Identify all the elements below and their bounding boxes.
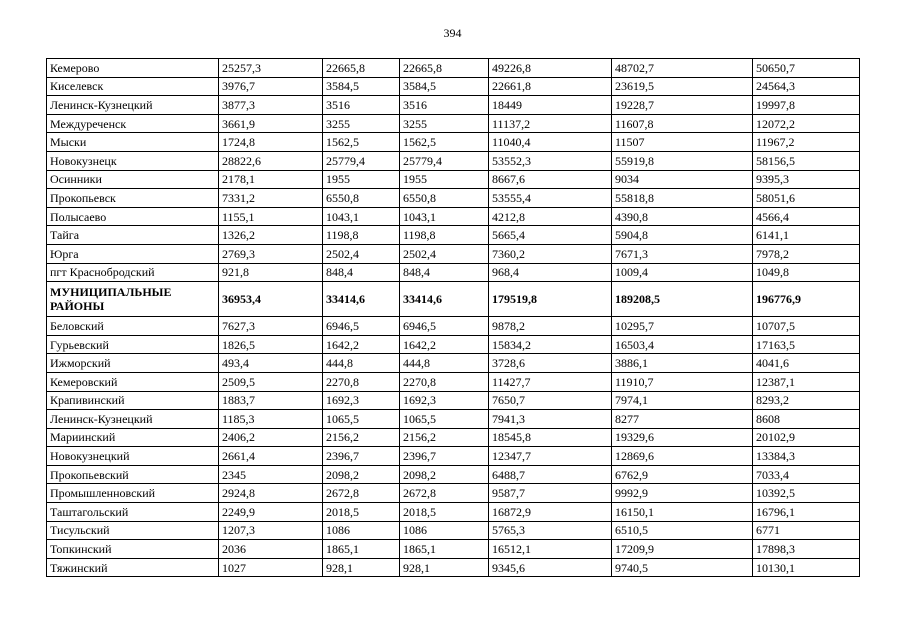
value-cell: 2406,2 xyxy=(219,428,323,447)
row-name-cell: Новокузнецкий xyxy=(47,447,219,466)
value-cell: 11040,4 xyxy=(489,133,612,152)
value-cell: 921,8 xyxy=(219,263,323,282)
table-row xyxy=(47,114,860,133)
value-cell: 16512,1 xyxy=(489,540,612,559)
table-row xyxy=(47,447,860,466)
value-cell: 6550,8 xyxy=(323,189,400,208)
value-cell: 1086 xyxy=(400,521,489,540)
value-cell: 1562,5 xyxy=(323,133,400,152)
value-cell: 8608 xyxy=(753,410,860,429)
value-cell: 848,4 xyxy=(400,263,489,282)
value-cell: 16150,1 xyxy=(612,503,753,522)
value-cell: 2018,5 xyxy=(400,503,489,522)
value-cell: 49226,8 xyxy=(489,59,612,78)
value-cell: 2924,8 xyxy=(219,484,323,503)
value-cell: 17898,3 xyxy=(753,540,860,559)
value-cell: 53552,3 xyxy=(489,151,612,170)
value-cell: 928,1 xyxy=(400,558,489,577)
value-cell: 9992,9 xyxy=(612,484,753,503)
value-cell: 18545,8 xyxy=(489,428,612,447)
table-row xyxy=(47,170,860,189)
value-cell: 2396,7 xyxy=(323,447,400,466)
value-cell: 6762,9 xyxy=(612,465,753,484)
value-cell: 2098,2 xyxy=(400,465,489,484)
table-row xyxy=(47,410,860,429)
value-cell: 3584,5 xyxy=(400,77,489,96)
value-cell: 3255 xyxy=(323,114,400,133)
value-cell: 36953,4 xyxy=(219,282,323,317)
value-cell: 1043,1 xyxy=(323,207,400,226)
value-cell: 25779,4 xyxy=(323,151,400,170)
table-row xyxy=(47,354,860,373)
value-cell: 12347,7 xyxy=(489,447,612,466)
row-name-cell: Прокопьевский xyxy=(47,465,219,484)
value-cell: 12387,1 xyxy=(753,372,860,391)
value-cell: 55919,8 xyxy=(612,151,753,170)
table-row xyxy=(47,317,860,336)
value-cell: 2769,3 xyxy=(219,244,323,263)
value-cell: 3728,6 xyxy=(489,354,612,373)
value-cell: 3976,7 xyxy=(219,77,323,96)
value-cell: 11910,7 xyxy=(612,372,753,391)
table-row xyxy=(47,521,860,540)
value-cell: 3516 xyxy=(323,96,400,115)
value-cell: 5665,4 xyxy=(489,226,612,245)
value-cell: 33414,6 xyxy=(400,282,489,317)
value-cell: 1692,3 xyxy=(323,391,400,410)
value-cell: 17163,5 xyxy=(753,335,860,354)
row-name-cell: Ленинск-Кузнецкий xyxy=(47,410,219,429)
value-cell: 2661,4 xyxy=(219,447,323,466)
value-cell: 1185,3 xyxy=(219,410,323,429)
value-cell: 22665,8 xyxy=(400,59,489,78)
value-cell: 55818,8 xyxy=(612,189,753,208)
value-cell: 196776,9 xyxy=(753,282,860,317)
value-cell: 1955 xyxy=(400,170,489,189)
row-name-cell: Кемеровский xyxy=(47,372,219,391)
value-cell: 848,4 xyxy=(323,263,400,282)
row-name-cell: Новокузнецк xyxy=(47,151,219,170)
value-cell: 2502,4 xyxy=(323,244,400,263)
value-cell: 16796,1 xyxy=(753,503,860,522)
value-cell: 9587,7 xyxy=(489,484,612,503)
value-cell: 1865,1 xyxy=(400,540,489,559)
value-cell: 2270,8 xyxy=(323,372,400,391)
value-cell: 2270,8 xyxy=(400,372,489,391)
value-cell: 2178,1 xyxy=(219,170,323,189)
value-cell: 3877,3 xyxy=(219,96,323,115)
table-row xyxy=(47,59,860,78)
value-cell: 11137,2 xyxy=(489,114,612,133)
value-cell: 1692,3 xyxy=(400,391,489,410)
row-name-cell: Топкинский xyxy=(47,540,219,559)
value-cell: 22665,8 xyxy=(323,59,400,78)
value-cell: 1326,2 xyxy=(219,226,323,245)
value-cell: 1883,7 xyxy=(219,391,323,410)
table-row xyxy=(47,207,860,226)
row-name-cell: Мыски xyxy=(47,133,219,152)
row-name-cell: Осинники xyxy=(47,170,219,189)
value-cell: 1826,5 xyxy=(219,335,323,354)
row-name-cell: Крапивинский xyxy=(47,391,219,410)
row-name-cell: Юрга xyxy=(47,244,219,263)
value-cell: 3661,9 xyxy=(219,114,323,133)
value-cell: 1562,5 xyxy=(400,133,489,152)
value-cell: 6946,5 xyxy=(400,317,489,336)
value-cell: 3886,1 xyxy=(612,354,753,373)
value-cell: 9034 xyxy=(612,170,753,189)
value-cell: 928,1 xyxy=(323,558,400,577)
value-cell: 6771 xyxy=(753,521,860,540)
value-cell: 444,8 xyxy=(323,354,400,373)
row-name-cell: Гурьевский xyxy=(47,335,219,354)
table-row xyxy=(47,133,860,152)
value-cell: 9345,6 xyxy=(489,558,612,577)
row-name-cell: Междуреченск xyxy=(47,114,219,133)
value-cell: 1009,4 xyxy=(612,263,753,282)
value-cell: 33414,6 xyxy=(323,282,400,317)
row-name-cell: Ижморский xyxy=(47,354,219,373)
value-cell: 9878,2 xyxy=(489,317,612,336)
row-name-cell: Промышленновский xyxy=(47,484,219,503)
value-cell: 7650,7 xyxy=(489,391,612,410)
value-cell: 1065,5 xyxy=(323,410,400,429)
value-cell: 19228,7 xyxy=(612,96,753,115)
value-cell: 20102,9 xyxy=(753,428,860,447)
value-cell: 17209,9 xyxy=(612,540,753,559)
value-cell: 1642,2 xyxy=(400,335,489,354)
value-cell: 28822,6 xyxy=(219,151,323,170)
row-name-cell: Кемерово xyxy=(47,59,219,78)
value-cell: 58051,6 xyxy=(753,189,860,208)
table-row xyxy=(47,503,860,522)
value-cell: 3516 xyxy=(400,96,489,115)
value-cell: 2672,8 xyxy=(323,484,400,503)
table-row xyxy=(47,465,860,484)
value-cell: 1198,8 xyxy=(323,226,400,245)
value-cell: 2018,5 xyxy=(323,503,400,522)
table-row xyxy=(47,189,860,208)
value-cell: 968,4 xyxy=(489,263,612,282)
value-cell: 58156,5 xyxy=(753,151,860,170)
data-table xyxy=(46,58,860,577)
value-cell: 12072,2 xyxy=(753,114,860,133)
value-cell: 4390,8 xyxy=(612,207,753,226)
value-cell: 7360,2 xyxy=(489,244,612,263)
table-row xyxy=(47,244,860,263)
value-cell: 10295,7 xyxy=(612,317,753,336)
table-row xyxy=(47,428,860,447)
value-cell: 50650,7 xyxy=(753,59,860,78)
value-cell: 11507 xyxy=(612,133,753,152)
value-cell: 10707,5 xyxy=(753,317,860,336)
value-cell: 2098,2 xyxy=(323,465,400,484)
value-cell: 6141,1 xyxy=(753,226,860,245)
value-cell: 4041,6 xyxy=(753,354,860,373)
value-cell: 1724,8 xyxy=(219,133,323,152)
value-cell: 48702,7 xyxy=(612,59,753,78)
value-cell: 3255 xyxy=(400,114,489,133)
value-cell: 16872,9 xyxy=(489,503,612,522)
value-cell: 7941,3 xyxy=(489,410,612,429)
value-cell: 2672,8 xyxy=(400,484,489,503)
value-cell: 1198,8 xyxy=(400,226,489,245)
value-cell: 19329,6 xyxy=(612,428,753,447)
value-cell: 10392,5 xyxy=(753,484,860,503)
value-cell: 1043,1 xyxy=(400,207,489,226)
row-name-cell: Тяжинский xyxy=(47,558,219,577)
value-cell: 23619,5 xyxy=(612,77,753,96)
value-cell: 1049,8 xyxy=(753,263,860,282)
value-cell: 11427,7 xyxy=(489,372,612,391)
table-row xyxy=(47,372,860,391)
row-name-cell: Беловский xyxy=(47,317,219,336)
value-cell: 6488,7 xyxy=(489,465,612,484)
value-cell: 11607,8 xyxy=(612,114,753,133)
table-row xyxy=(47,391,860,410)
row-name-cell: Таштагольский xyxy=(47,503,219,522)
value-cell: 12869,6 xyxy=(612,447,753,466)
value-cell: 7978,2 xyxy=(753,244,860,263)
value-cell: 3584,5 xyxy=(323,77,400,96)
value-cell: 1642,2 xyxy=(323,335,400,354)
value-cell: 9740,5 xyxy=(612,558,753,577)
value-cell: 24564,3 xyxy=(753,77,860,96)
value-cell: 493,4 xyxy=(219,354,323,373)
value-cell: 2345 xyxy=(219,465,323,484)
value-cell: 1865,1 xyxy=(323,540,400,559)
table-row xyxy=(47,226,860,245)
value-cell: 4566,4 xyxy=(753,207,860,226)
value-cell: 2156,2 xyxy=(323,428,400,447)
table-body xyxy=(47,59,860,577)
value-cell: 8293,2 xyxy=(753,391,860,410)
row-name-cell: МУНИЦИПАЛЬНЫЕ РАЙОНЫ xyxy=(47,282,219,317)
value-cell: 2502,4 xyxy=(400,244,489,263)
value-cell: 2249,9 xyxy=(219,503,323,522)
value-cell: 11967,2 xyxy=(753,133,860,152)
table-row xyxy=(47,558,860,577)
value-cell: 5904,8 xyxy=(612,226,753,245)
row-name-cell: Прокопьевск xyxy=(47,189,219,208)
value-cell: 1027 xyxy=(219,558,323,577)
table-row xyxy=(47,540,860,559)
value-cell: 53555,4 xyxy=(489,189,612,208)
value-cell: 19997,8 xyxy=(753,96,860,115)
value-cell: 1065,5 xyxy=(400,410,489,429)
value-cell: 7671,3 xyxy=(612,244,753,263)
value-cell: 4212,8 xyxy=(489,207,612,226)
value-cell: 189208,5 xyxy=(612,282,753,317)
value-cell: 2156,2 xyxy=(400,428,489,447)
table-row xyxy=(47,335,860,354)
value-cell: 18449 xyxy=(489,96,612,115)
value-cell: 7033,4 xyxy=(753,465,860,484)
value-cell: 1207,3 xyxy=(219,521,323,540)
value-cell: 8277 xyxy=(612,410,753,429)
value-cell: 2036 xyxy=(219,540,323,559)
value-cell: 9395,3 xyxy=(753,170,860,189)
value-cell: 6946,5 xyxy=(323,317,400,336)
value-cell: 16503,4 xyxy=(612,335,753,354)
table-row xyxy=(47,77,860,96)
row-name-cell: Ленинск-Кузнецкий xyxy=(47,96,219,115)
row-name-cell: пгт Краснобродский xyxy=(47,263,219,282)
value-cell: 15834,2 xyxy=(489,335,612,354)
value-cell: 2509,5 xyxy=(219,372,323,391)
table-row-section-total xyxy=(47,282,860,317)
value-cell: 8667,6 xyxy=(489,170,612,189)
value-cell: 22661,8 xyxy=(489,77,612,96)
table-row xyxy=(47,263,860,282)
value-cell: 5765,3 xyxy=(489,521,612,540)
page-number: 394 xyxy=(443,26,462,40)
row-name-cell: Тисульский xyxy=(47,521,219,540)
row-name-cell: Мариинский xyxy=(47,428,219,447)
value-cell: 7974,1 xyxy=(612,391,753,410)
value-cell: 1155,1 xyxy=(219,207,323,226)
value-cell: 25779,4 xyxy=(400,151,489,170)
value-cell: 2396,7 xyxy=(400,447,489,466)
value-cell: 6550,8 xyxy=(400,189,489,208)
table-row xyxy=(47,484,860,503)
value-cell: 25257,3 xyxy=(219,59,323,78)
value-cell: 13384,3 xyxy=(753,447,860,466)
value-cell: 7331,2 xyxy=(219,189,323,208)
table-row xyxy=(47,96,860,115)
value-cell: 7627,3 xyxy=(219,317,323,336)
value-cell: 1086 xyxy=(323,521,400,540)
row-name-cell: Тайга xyxy=(47,226,219,245)
value-cell: 444,8 xyxy=(400,354,489,373)
value-cell: 1955 xyxy=(323,170,400,189)
row-name-cell: Полысаево xyxy=(47,207,219,226)
row-name-cell: Киселевск xyxy=(47,77,219,96)
value-cell: 10130,1 xyxy=(753,558,860,577)
value-cell: 179519,8 xyxy=(489,282,612,317)
value-cell: 6510,5 xyxy=(612,521,753,540)
table-row xyxy=(47,151,860,170)
